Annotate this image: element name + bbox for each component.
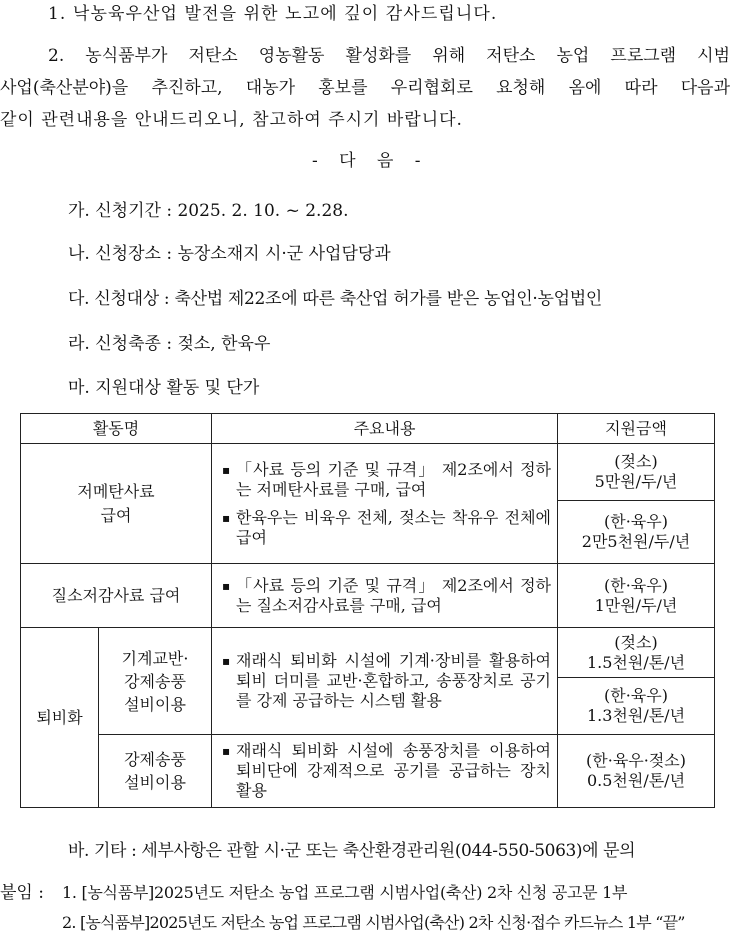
paragraph-2-line-2: 사업(축산분야)을 추진하고, 대농가 홍보를 우리협회로 요청해 옴에 따라 다음과 — [0, 78, 730, 98]
amount-beef-low-methane: (한·육우) 2만5천원/두/년 — [558, 501, 715, 564]
activity-low-nitrogen-feed: 질소저감사료 급여 — [21, 564, 212, 628]
item-ma: 마. 지원대상 활동 및 단가 — [68, 378, 260, 398]
amount-dairy-low-methane: (젖소) 5만원/두/년 — [558, 444, 715, 501]
item-ba: 바. 기타 : 세부사항은 관할 시·군 또는 축산환경관리원(044-550-5063)에 문의 — [68, 841, 636, 861]
attachment-1: 1. [농식품부]2025년도 저탄소 농업 프로그램 시범사업(축산) 2차 신청 공고문 1부 — [62, 883, 628, 902]
attachment-2: 2. [농식품부]2025년도 저탄소 농업 프로그램 시범사업(축산) 2차 신청·접수 카드뉴스 1부 “끝” — [62, 913, 685, 932]
bullet-glyph: ▪ — [222, 510, 231, 525]
header-activity: 활동명 — [21, 414, 212, 444]
paragraph-2-line-1: 2. 농식품부가 저탄소 영농활동 활성화를 위해 저탄소 농업 프로그램 시범 — [48, 46, 730, 66]
section-heading: - 다 음 - — [312, 151, 424, 171]
activity-low-methane-feed: 저메탄사료 급여 — [21, 444, 212, 564]
header-amount: 지원금액 — [558, 414, 715, 444]
amount-dairy-mechanical: (젖소) 1.5천원/톤/년 — [558, 628, 715, 678]
activity-forced-aeration: 강제송풍 설비이용 — [99, 735, 212, 808]
content-low-methane-feed — [212, 444, 558, 564]
amount-all-forced: (한·육우·젖소) 0.5천원/톤/년 — [558, 735, 715, 808]
bullet-text: 「사료 등의 기준 및 규격」 제2조에서 정하는 저메탄사료를 구매, 급여 — [236, 459, 551, 499]
activity-composting: 퇴비화 — [21, 628, 99, 808]
item-na: 나. 신청장소 : 농장소재지 시·군 사업담당과 — [68, 244, 391, 264]
item-ra: 라. 신청축종 : 젖소, 한육우 — [68, 334, 271, 354]
paragraph-2-line-3: 같이 관련내용을 안내드리오니, 참고하여 주시기 바랍니다. — [0, 110, 463, 130]
bullet-text: 재래식 퇴비화 시설에 기계·장비를 활용하여 퇴비 더미를 교반·혼합하고, 송풍장치로 공기를 강제 공급하는 시스템 활용 — [236, 651, 551, 710]
amount-beef-low-nitrogen: (한·육우) 1만원/두/년 — [558, 564, 715, 628]
bullet-glyph: ▪ — [222, 462, 231, 477]
content-low-nitrogen-feed — [212, 564, 558, 628]
amount-beef-mechanical: (한·육우) 1.3천원/톤/년 — [558, 678, 715, 735]
attachment-label: 붙임 : — [0, 883, 44, 903]
header-content: 주요내용 — [212, 414, 558, 444]
bullet-text: 한육우는 비육우 전체, 젖소는 착유우 전체에 급여 — [236, 507, 551, 547]
bullet-text: 재래식 퇴비화 시설에 송풍장치를 이용하여 퇴비단에 강제적으로 공기를 공급하는 장치 활용 — [236, 741, 551, 800]
content-forced-aeration — [212, 735, 558, 808]
bullet-glyph: ▪ — [222, 578, 231, 593]
paragraph-1: 1. 낙농육우산업 발전을 위한 노고에 깊이 감사드립니다. — [48, 4, 498, 24]
support-table — [20, 413, 715, 808]
item-da: 다. 신청대상 : 축산법 제22조에 따른 축산업 허가를 받은 농업인·농업법인 — [68, 289, 603, 309]
bullet-glyph: ▪ — [222, 654, 231, 668]
item-ga: 가. 신청기간 : 2025. 2. 10. ~ 2.28. — [68, 201, 349, 221]
content-mechanical-aeration — [212, 628, 558, 735]
activity-mechanical-aeration: 기계교반· 강제송풍 설비이용 — [99, 628, 212, 735]
bullet-text: 「사료 등의 기준 및 규격」 제2조에서 정하는 질소저감사료를 구매, 급여 — [236, 575, 551, 615]
bullet-glyph: ▪ — [222, 744, 231, 758]
